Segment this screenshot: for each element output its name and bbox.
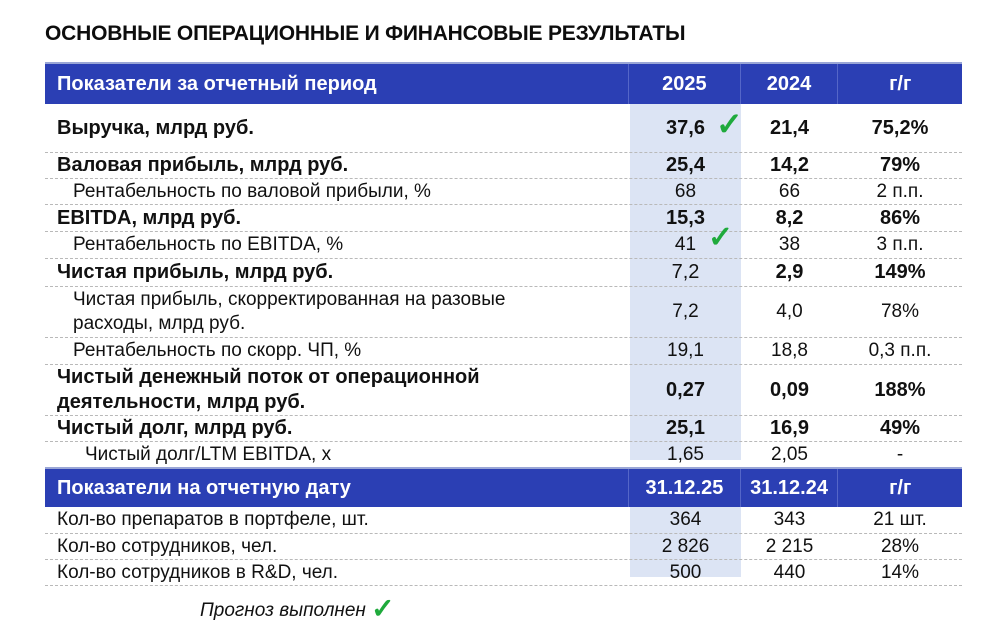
page-title: ОСНОВНЫЕ ОПЕРАЦИОННЫЕ И ФИНАНСОВЫЕ РЕЗУЛЬТАТЫ	[45, 22, 686, 45]
row-label-line2: расходы, млрд руб.	[73, 313, 246, 334]
table-row	[45, 338, 962, 365]
value-2024: 18,8	[771, 340, 808, 361]
value-2024: 0,09	[770, 378, 809, 401]
header-2024: 2024	[740, 64, 838, 104]
value-yoy: 78%	[880, 301, 920, 322]
table-row	[45, 259, 962, 287]
check-icon: ✓	[708, 221, 734, 254]
row-label: Рентабельность по валовой прибыли, %	[73, 180, 431, 202]
value-2024: 38	[778, 234, 801, 255]
table-row	[45, 416, 962, 442]
value-2025: 19,1	[667, 340, 704, 361]
forecast-note	[200, 590, 395, 623]
row-label	[45, 365, 630, 415]
value-yoy: 14%	[880, 561, 920, 583]
header-label: Показатели на отчетную дату	[57, 476, 351, 499]
value-2024: 4,0	[776, 301, 803, 322]
row-label: Рентабельность по EBITDA, %	[73, 234, 344, 255]
results-table	[45, 62, 962, 586]
check-icon: ✓	[716, 105, 743, 142]
value-yoy: 0,3 п.п.	[868, 340, 932, 361]
row-label	[45, 288, 630, 336]
value-yoy: -	[896, 443, 904, 465]
row-label: Кол-во препаратов в портфеле, шт.	[57, 509, 369, 530]
value-2024: 2,05	[771, 443, 808, 465]
value-2025: 500	[669, 561, 702, 583]
value-2025: 25,1	[666, 417, 705, 439]
table-row	[45, 205, 962, 232]
table-row	[45, 153, 962, 179]
value-yoy: 188%	[874, 378, 926, 401]
value-2025: 364	[669, 509, 702, 530]
table-row	[45, 534, 962, 560]
header-date-2025: 31.12.25	[628, 469, 740, 507]
row-label-line1: Чистая прибыль, скорректированная на разовые	[73, 289, 506, 310]
row-label: Чистый долг/LTM EBITDA, x	[85, 443, 332, 465]
value-2025: 15,3	[666, 206, 705, 229]
value-2025: 7,2	[672, 301, 699, 322]
value-2025: 1,65	[667, 443, 704, 465]
row-label: EBITDA, млрд руб.	[57, 206, 242, 229]
value-2024: 2 215	[765, 535, 814, 557]
table-row	[45, 560, 962, 586]
value-2024: 440	[773, 561, 806, 583]
value-2024: 14,2	[770, 154, 809, 176]
value-2025: 0,27	[666, 378, 705, 401]
value-yoy: 75,2%	[871, 116, 929, 139]
period-header	[45, 62, 962, 104]
value-yoy: 149%	[874, 261, 926, 283]
value-2024: 8,2	[775, 206, 804, 229]
header-yoy: г/г	[837, 64, 962, 104]
value-2024: 2,9	[775, 261, 804, 283]
table-row	[45, 365, 962, 416]
row-label: Кол-во сотрудников в R&D, чел.	[57, 561, 339, 583]
header-label: Показатели за отчетный период	[57, 72, 377, 95]
value-2025: 25,4	[666, 154, 705, 176]
value-yoy: 86%	[879, 206, 921, 229]
value-2024: 66	[778, 180, 801, 202]
row-label: Чистый долг, млрд руб.	[57, 417, 293, 439]
value-yoy: 28%	[880, 535, 920, 557]
forecast-note-text: Прогноз выполнен	[200, 600, 366, 621]
table-row	[45, 221, 962, 259]
table-row	[45, 507, 962, 534]
value-yoy: 3 п.п.	[876, 234, 924, 255]
value-2024: 21,4	[770, 116, 809, 139]
value-2025: 7,2	[671, 261, 700, 283]
value-2025: 41 ✓	[674, 221, 734, 255]
table-row	[45, 442, 962, 467]
date-header	[45, 467, 962, 507]
header-yoy: г/г	[837, 469, 962, 507]
row-label: Чистая прибыль, млрд руб.	[57, 261, 334, 283]
row-label: Валовая прибыль, млрд руб.	[57, 154, 349, 176]
value-2025: 68	[674, 180, 697, 202]
header-2025: 2025	[628, 64, 740, 104]
row-label-line1: Чистый денежный поток от операционной	[57, 366, 480, 388]
table-row	[45, 179, 962, 205]
value-yoy: 2 п.п.	[876, 180, 924, 202]
value-2024: 16,9	[770, 417, 809, 439]
row-label-line2: деятельности, млрд руб.	[57, 391, 306, 413]
check-icon: ✓	[371, 593, 395, 624]
value-yoy: 49%	[879, 417, 921, 439]
header-date-2024: 31.12.24	[740, 469, 838, 507]
value-2025: 37,6 ✓	[666, 105, 743, 142]
value-2024: 343	[773, 509, 806, 530]
row-label: Рентабельность по скорр. ЧП, %	[73, 340, 362, 361]
value-2025: 2 826	[661, 535, 710, 557]
row-label: Выручка, млрд руб.	[57, 116, 254, 139]
value-yoy: 79%	[879, 154, 921, 176]
table-row	[45, 104, 962, 153]
row-label: Кол-во сотрудников, чел.	[57, 535, 278, 557]
table-row	[45, 287, 962, 338]
value-yoy: 21 шт.	[873, 509, 927, 530]
